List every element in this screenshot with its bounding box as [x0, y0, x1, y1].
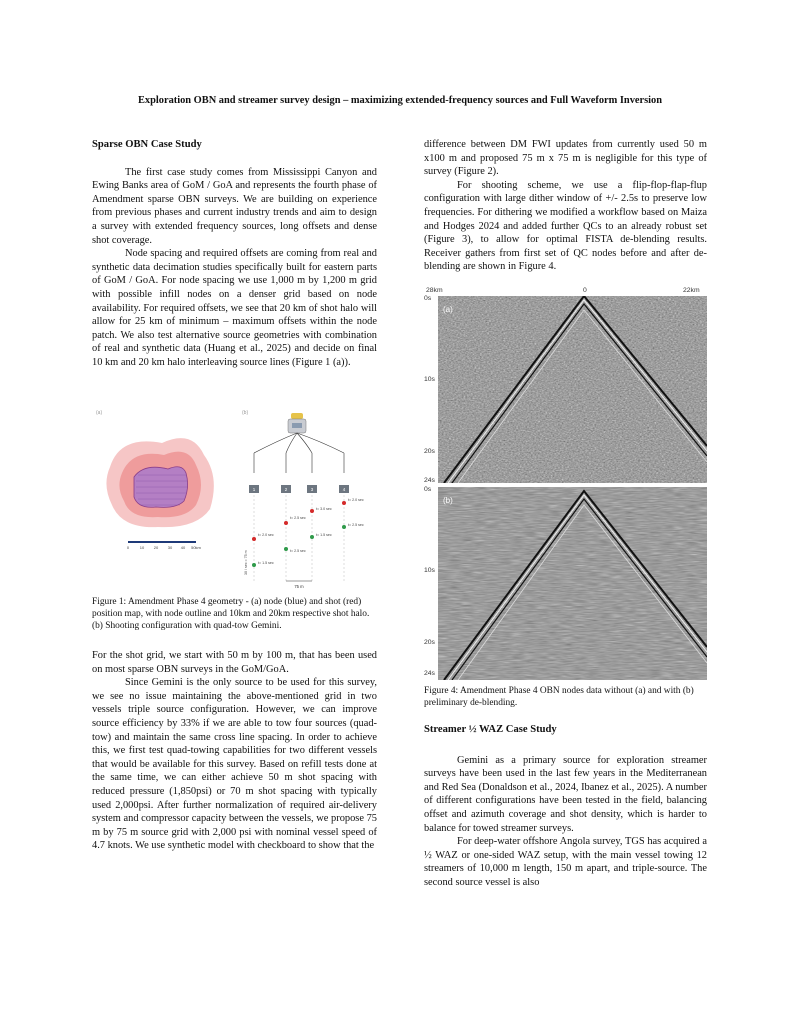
dither-label: t= 2.5 sec: [290, 516, 306, 520]
time-tick: 10s: [424, 376, 435, 383]
right-column-bottom: [424, 685, 707, 890]
axis-tick-center: 0: [583, 287, 587, 294]
source-number: 3: [310, 487, 314, 492]
section-heading-streamer-waz: Streamer ½ WAZ Case Study: [424, 724, 557, 735]
figure-1: [92, 405, 377, 590]
dither-label: t= 2.0 sec: [258, 533, 274, 537]
time-tick: 24s: [424, 477, 435, 484]
figure-1-graphic: [92, 405, 377, 590]
dither-label: t= 2.5 sec: [290, 549, 306, 553]
paragraph: For shooting scheme, we use a flip-flop-flap-flup configuration with large dither window of +/- 2.5s to preserve low frequencies. For dithering we modified a workflow based on Maiza and Hodges 2024 and added further QCs to an already robust set (Figure 3), to allow for optimal FISTA de-blending results. Receiver gathers from first set of QC nodes before and after de-blending are shown in Figure 4.: [424, 179, 707, 273]
left-column-top: [92, 138, 377, 370]
axis-tick-left: 28km: [426, 287, 443, 294]
scale-tick: 30: [167, 545, 173, 550]
figure-4-caption: Figure 4: Amendment Phase 4 OBN nodes data without (a) and with (b) preliminary de-blending.: [424, 686, 694, 708]
paragraph: Since Gemini is the only source to be used for this survey, we see no issue maintaining the above-mentioned grid in two vessels triple source configuration. However, we can improve source efficiency by 33% if we are able to tow four sources (quad-tow) and maintain the same cross line spacing. In order to achieve this, we first test quad-towing capabilities for two different vessels that would be available for this survey. Based on refill tests done at the same time, we can either achieve 50 m shot spacing with reduced pressure (1,850psi) or 70 m shot spacing with typically used 2,000psi. After further normalization of required air-delivery system and compressor capacity between the vessels, we propose 75 m by 75 m source grid with 2,000 psi with nominal vessel speed of 4.7 knots. We use synthetic model with checkboard to show that the: [92, 677, 377, 852]
vertical-label: 30 / sec = 75 m: [244, 550, 248, 575]
scale-tick: 20: [153, 545, 159, 550]
section-heading-sparse-obn: Sparse OBN Case Study: [92, 139, 202, 150]
scale-tick: 50km: [191, 545, 201, 550]
figure-4b-panel: [424, 487, 707, 680]
time-tick: 0s: [424, 486, 432, 493]
paragraph: The first case study comes from Mississippi Canyon and Ewing Banks area of GoM / GoA and represents the fourth phase of Amendment sparse OBN surveys. We are building on experience from previous phases and current industry trends and aim to design a survey with extended frequency sources, long offsets and dense shot coverage.: [92, 166, 377, 246]
tow-lines: [254, 433, 344, 473]
seismic-gather-a: [424, 296, 707, 483]
figure-1b-label: (b): [242, 410, 249, 416]
paragraph: Node spacing and required offsets are coming from real and synthetic data decimation studies specifically built for eastern parts of GoM / GoA. For node spacing we use 1,000 m by 1,200 m grid with possible infill nodes on a denser grid based on node availability. For required offsets, we see that 20 km of shot halo will allow for 25 km of minimum – maximum offsets within the node patch. We also test alternative source geometries with combination of real and synthetic data (Huang et al., 2025) and decide on final 10 km and 20 km halo interleaving source lines (Figure 1 (a)).: [92, 248, 377, 368]
scale-tick: 10: [139, 545, 145, 550]
figure-1-caption: Figure 1: Amendment Phase 4 geometry - (a) node (blue) and shot (red) position map, with node outline and 10km and 20km respective shot halo. (b) Shooting configuration with quad-tow Gemini.: [92, 597, 370, 631]
time-tick: 24s: [424, 670, 435, 677]
vessel-icon: [288, 413, 306, 433]
time-tick: 20s: [424, 639, 435, 646]
dither-label: t= 1.5 sec: [258, 561, 274, 565]
dither-label: t= 2.5 sec: [348, 523, 364, 527]
axis-tick-right: 22km: [683, 287, 700, 294]
panel-label: (b): [443, 496, 453, 505]
spacing-label: 75 m: [294, 584, 304, 589]
paragraph: For deep-water offshore Angola survey, TGS has acquired a ½ WAZ or one-sided WAZ setup, with the main vessel towing 12 streamers of 10,000 m length, 150 m apart, and triple-source. The second source vessel is also: [424, 836, 707, 888]
source-number: 2: [284, 487, 288, 492]
source-number: 4: [342, 487, 346, 492]
dither-label: t= 2.0 sec: [348, 498, 364, 502]
paragraph: difference between DM FWI updates from currently used 50 m x100 m and proposed 75 m x 75 m is negligible for this type of survey (Figure 2).: [424, 139, 707, 178]
figure-1a-label: (a): [96, 410, 103, 416]
paragraph: Gemini as a primary source for exploration streamer surveys have been used in the last few years in the Mediterranean and Red Sea (Donaldson et al., 2024, Ibanez et al., 2025). A number of different configurations have been tested in the field, balancing offset and azimuth coverage and shot density, which is harder to balance for towed streamer surveys.: [424, 754, 707, 834]
right-column-top: [424, 138, 707, 274]
paper-title: Exploration OBN and streamer survey design – maximizing extended-frequency sources and Full Waveform Inversion: [137, 95, 663, 106]
time-tick: 20s: [424, 448, 435, 455]
left-column-bottom: [92, 596, 377, 853]
time-tick: 10s: [424, 567, 435, 574]
paragraph: For the shot grid, we start with 50 m by 100 m, that has been used on most sparse OBN surveys in the GoM/GoA.: [92, 650, 377, 675]
source-number: 1: [252, 487, 256, 492]
scale-tick: 0: [126, 545, 130, 550]
dither-label: t= 1.5 sec: [316, 533, 332, 537]
time-tick: 0s: [424, 295, 432, 302]
scale-tick: 40: [180, 545, 186, 550]
dither-label: t= 3.0 sec: [316, 507, 332, 511]
panel-label: (a): [443, 305, 453, 314]
figure-4a-panel: [424, 296, 707, 483]
seismic-gather-b: [424, 487, 707, 680]
